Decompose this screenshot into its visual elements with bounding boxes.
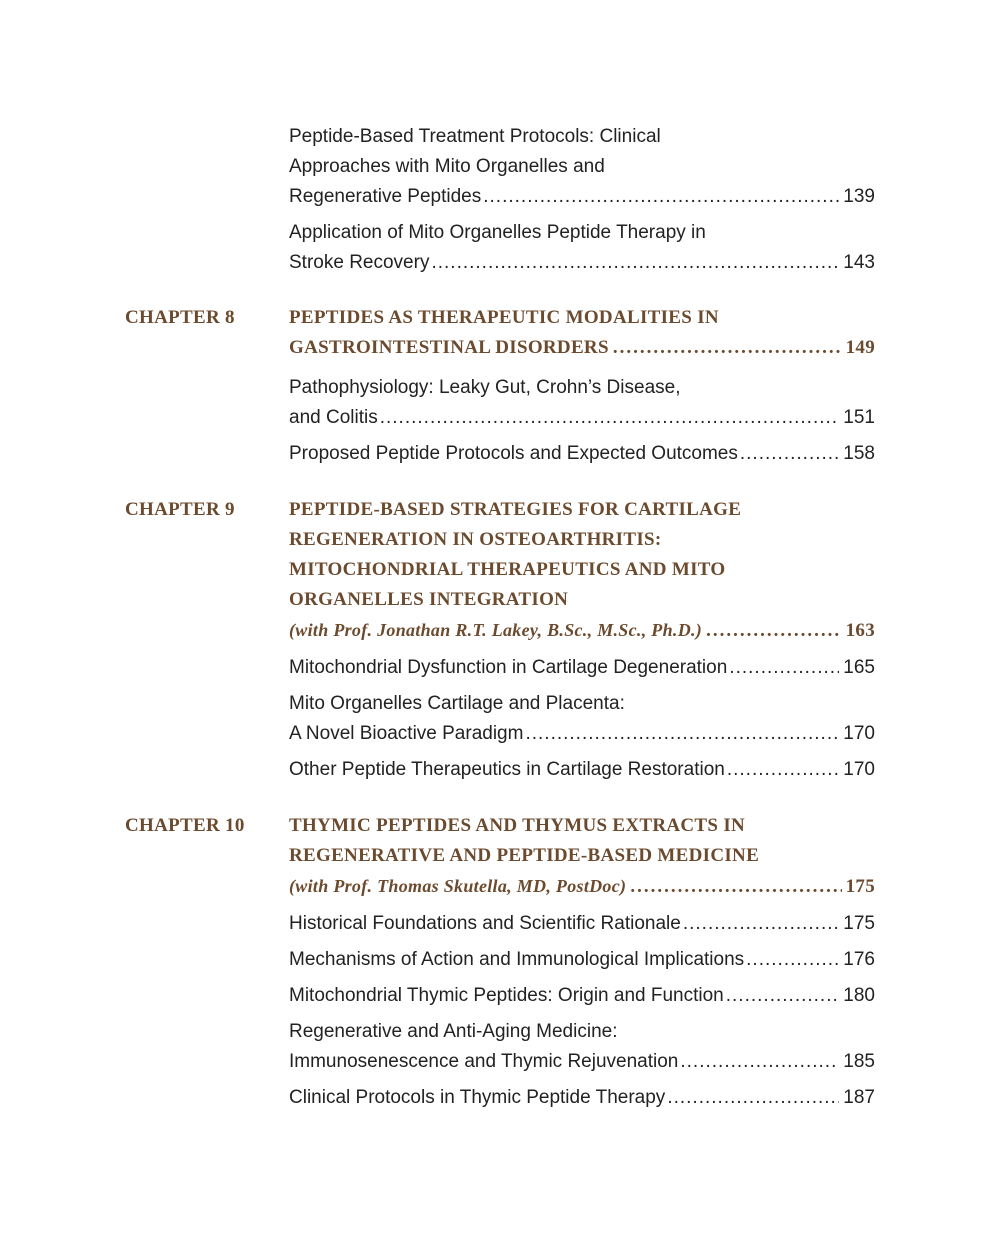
toc-entry-last-line: [289, 719, 875, 749]
chapter-9-section: [125, 495, 875, 795]
chapter-title-line: PEPTIDE-BASED STRATEGIES FOR CARTILAGE: [289, 499, 742, 520]
toc-entry-last-line: [289, 1047, 875, 1077]
toc-entry-text: Mitochondrial Dysfunction in Cartilage Degeneration: [289, 657, 728, 678]
toc-entry-text: Historical Foundations and Scientific Rationale: [289, 913, 681, 934]
page-number: 170: [843, 759, 875, 780]
toc-entry-last-line: [289, 1083, 875, 1113]
toc-entry-list: [289, 909, 875, 1119]
page-number: 180: [843, 985, 875, 1006]
toc-entry-text: Regenerative Peptides: [289, 186, 482, 207]
chapter-title-line: REGENERATION IN OSTEOARTHRITIS:: [289, 529, 662, 550]
toc-entry-line: Mito Organelles Cartilage and Placenta:: [289, 693, 625, 714]
toc-entry[interactable]: [289, 218, 875, 278]
page-number: 165: [843, 657, 875, 678]
page-number: 175: [845, 876, 875, 897]
toc-entry-last-line: [289, 945, 875, 975]
chapter-contributor: (with Prof. Jonathan R.T. Lakey, B.Sc., M.Sc., Ph.D.): [289, 620, 703, 640]
chapter-title-last-line: [289, 333, 875, 363]
toc-entry-text: Other Peptide Therapeutics in Cartilage Restoration: [289, 759, 725, 780]
toc-entry-last-line: [289, 439, 875, 469]
dot-leader: [726, 981, 840, 1011]
dot-leader: [740, 439, 839, 469]
toc-entry[interactable]: [289, 945, 875, 975]
toc-entry-last-line: [289, 755, 875, 785]
dot-leader: [613, 333, 842, 363]
chapter-title-line: THYMIC PEPTIDES AND THYMUS EXTRACTS IN: [289, 815, 746, 836]
chapter-title[interactable]: [289, 495, 875, 646]
toc-entry-last-line: [289, 248, 875, 278]
toc-entry[interactable]: [289, 373, 875, 433]
page-number: 170: [843, 723, 875, 744]
page-number: 158: [843, 443, 875, 464]
toc-continued-section: [125, 122, 875, 282]
toc-entry-text: Clinical Protocols in Thymic Peptide Therapy: [289, 1087, 666, 1108]
chapter-title-line: MITOCHONDRIAL THERAPEUTICS AND MITO: [289, 559, 726, 580]
page-number: 176: [843, 949, 875, 970]
toc-entry-list: [289, 653, 875, 791]
dot-leader: [525, 719, 839, 749]
toc-entry-last-line: [289, 182, 875, 212]
chapter-title-line: ORGANELLES INTEGRATION: [289, 589, 569, 610]
page-number: 175: [843, 913, 875, 934]
toc-entry-text: Mitochondrial Thymic Peptides: Origin and Function: [289, 985, 724, 1006]
page-number: 187: [843, 1087, 875, 1108]
chapter-10-section: [125, 811, 875, 1121]
chapter-contributor: (with Prof. Thomas Skutella, MD, PostDoc): [289, 876, 627, 896]
toc-entry-list: [289, 373, 875, 475]
chapter-title-line: REGENERATIVE AND PEPTIDE-BASED MEDICINE: [289, 845, 760, 866]
page-number: 151: [843, 407, 875, 428]
toc-entry-last-line: [289, 981, 875, 1011]
toc-entry[interactable]: [289, 1017, 875, 1077]
page-number: 143: [843, 252, 875, 273]
page-number: 149: [845, 337, 875, 358]
dot-leader: [667, 1083, 839, 1113]
toc-entry[interactable]: [289, 981, 875, 1011]
chapter-title-text: GASTROINTESTINAL DISORDERS: [289, 337, 609, 358]
chapter-label: CHAPTER 8: [125, 307, 235, 328]
toc-entry[interactable]: [289, 653, 875, 683]
page-number: 139: [843, 186, 875, 207]
dot-leader: [483, 182, 839, 212]
dot-leader: [380, 403, 840, 433]
page-number: 185: [843, 1051, 875, 1072]
dot-leader: [706, 616, 841, 646]
toc-entry-text: and Colitis: [289, 407, 378, 428]
toc-entry-text: Immunosenescence and Thymic Rejuvenation: [289, 1051, 679, 1072]
chapter-title[interactable]: [289, 811, 875, 902]
toc-entry-last-line: [289, 653, 875, 683]
dot-leader: [746, 945, 839, 975]
toc-entry-text: Proposed Peptide Protocols and Expected Outcomes: [289, 443, 738, 464]
toc-entry-last-line: [289, 909, 875, 939]
chapter-title-last-line: [289, 871, 875, 902]
toc-entry-line: Peptide-Based Treatment Protocols: Clinical: [289, 126, 661, 147]
toc-entry[interactable]: [289, 755, 875, 785]
chapter-8-section: [125, 303, 875, 473]
toc-entry-line: Pathophysiology: Leaky Gut, Crohn’s Disease,: [289, 377, 681, 398]
toc-entry[interactable]: [289, 689, 875, 749]
toc-entry[interactable]: [289, 1083, 875, 1113]
toc-entry-line: Approaches with Mito Organelles and: [289, 156, 605, 177]
toc-entry-text: A Novel Bioactive Paradigm: [289, 723, 524, 744]
chapter-title[interactable]: [289, 303, 875, 363]
page-number: 163: [845, 620, 875, 641]
dot-leader: [683, 909, 839, 939]
dot-leader: [431, 248, 839, 278]
toc-entry[interactable]: [289, 122, 875, 212]
chapter-label: CHAPTER 10: [125, 815, 245, 836]
toc-entry-list: [289, 122, 875, 284]
toc-entry-text: Stroke Recovery: [289, 252, 430, 273]
toc-entry[interactable]: [289, 909, 875, 939]
dot-leader: [729, 653, 839, 683]
dot-leader: [727, 755, 839, 785]
dot-leader: [680, 1047, 839, 1077]
chapter-label: CHAPTER 9: [125, 499, 235, 520]
dot-leader: [630, 872, 841, 902]
toc-entry[interactable]: [289, 439, 875, 469]
chapter-title-line: PEPTIDES AS THERAPEUTIC MODALITIES IN: [289, 307, 719, 328]
toc-entry-line: Application of Mito Organelles Peptide Therapy in: [289, 222, 706, 243]
chapter-title-last-line: [289, 615, 875, 646]
toc-entry-text: Mechanisms of Action and Immunological Implications: [289, 949, 745, 970]
toc-entry-line: Regenerative and Anti-Aging Medicine:: [289, 1021, 618, 1042]
toc-entry-last-line: [289, 403, 875, 433]
